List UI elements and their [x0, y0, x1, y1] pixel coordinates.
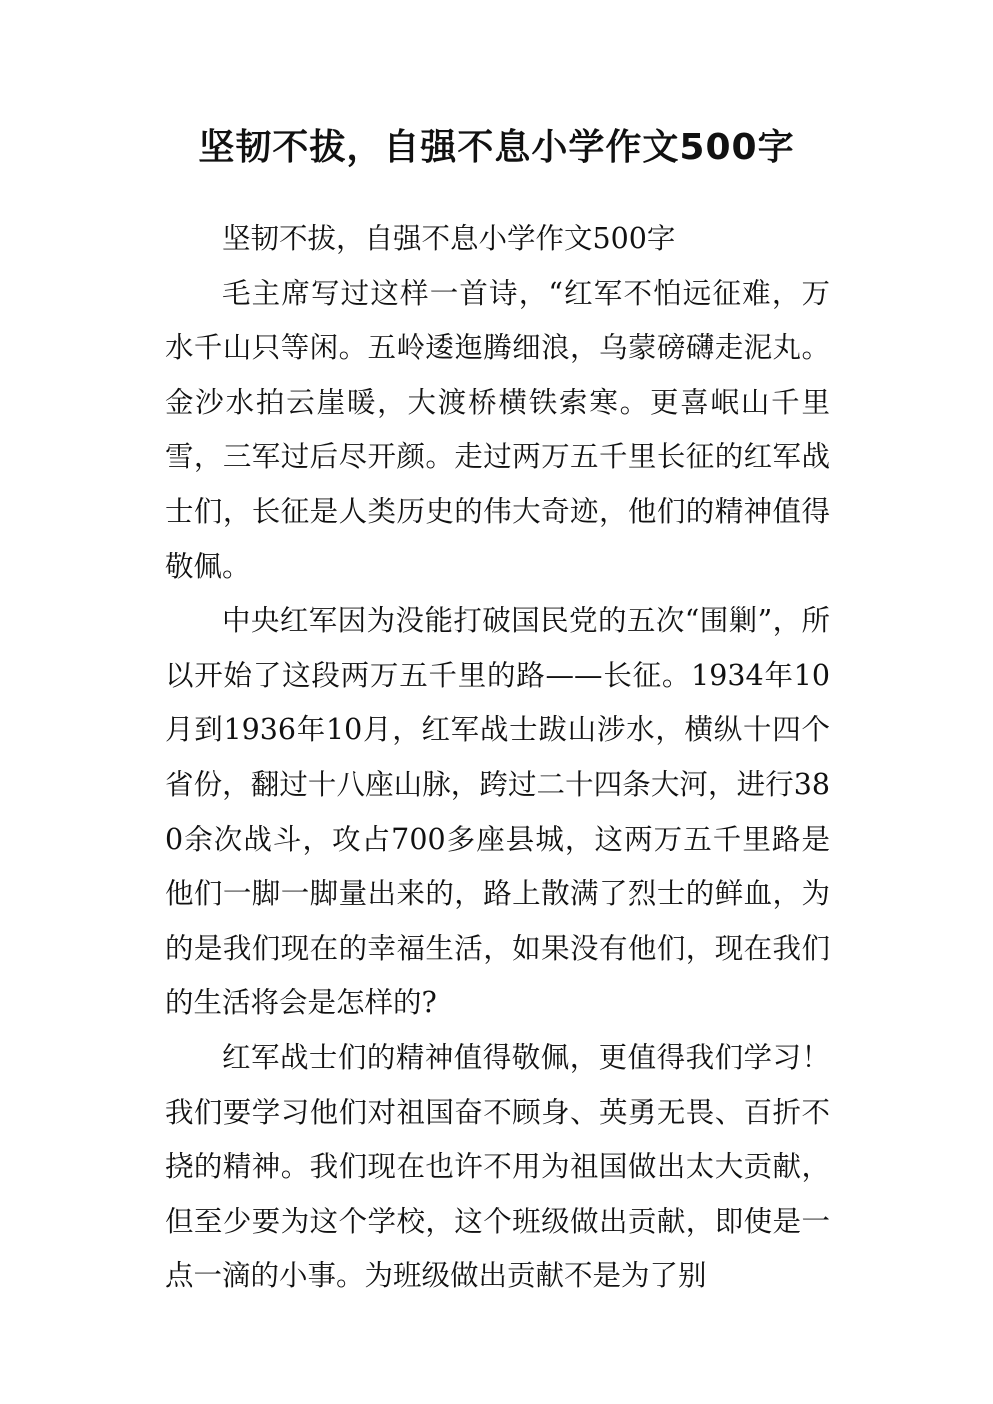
document-body — [165, 212, 830, 1304]
paragraph-heading-repeat: 坚韧不拔，自强不息小学作文500字 — [222, 222, 676, 255]
document-title: 坚韧不拔，自强不息小学作文500字 — [198, 127, 795, 168]
paragraph-long-march: 中央红军因为没能打破国民党的五次“围剿”，所以开始了这段两万五千里的路——长征。1934年10月到1936年10月，红军战士跋山涉水，横纵十四个省份，翻过十八座山脉，跨过二十四条大河，进行380余次战斗，攻占700多座县城，这两万五千里路是他们一脚一脚量出来的，路上散满了烈士的鲜血，为的是我们现在的幸福生活，如果没有他们，现在我们的生活将会是怎样的? — [165, 604, 830, 1020]
paragraph-learn-spirit: 红军战士们的精神值得敬佩，更值得我们学习！我们要学习他们对祖国奋不顾身、英勇无畏、百折不挠的精神。我们现在也许不用为祖国做出太大贡献，但至少要为这个学校，这个班级做出贡献，即使是一点一滴的小事。为班级做出贡献不是为了别 — [165, 1040, 830, 1293]
paragraph-poem: 毛主席写过这样一首诗，“红军不怕远征难，万水千山只等闲。五岭逶迤腾细浪，乌蒙磅礴走泥丸。金沙水拍云崖暖，大渡桥横铁索寒。更喜岷山千里雪，三军过后尽开颜。走过两万五千里长征的红军战士们，长征是人类历史的伟大奇迹，他们的精神值得敬佩。 — [165, 276, 830, 583]
